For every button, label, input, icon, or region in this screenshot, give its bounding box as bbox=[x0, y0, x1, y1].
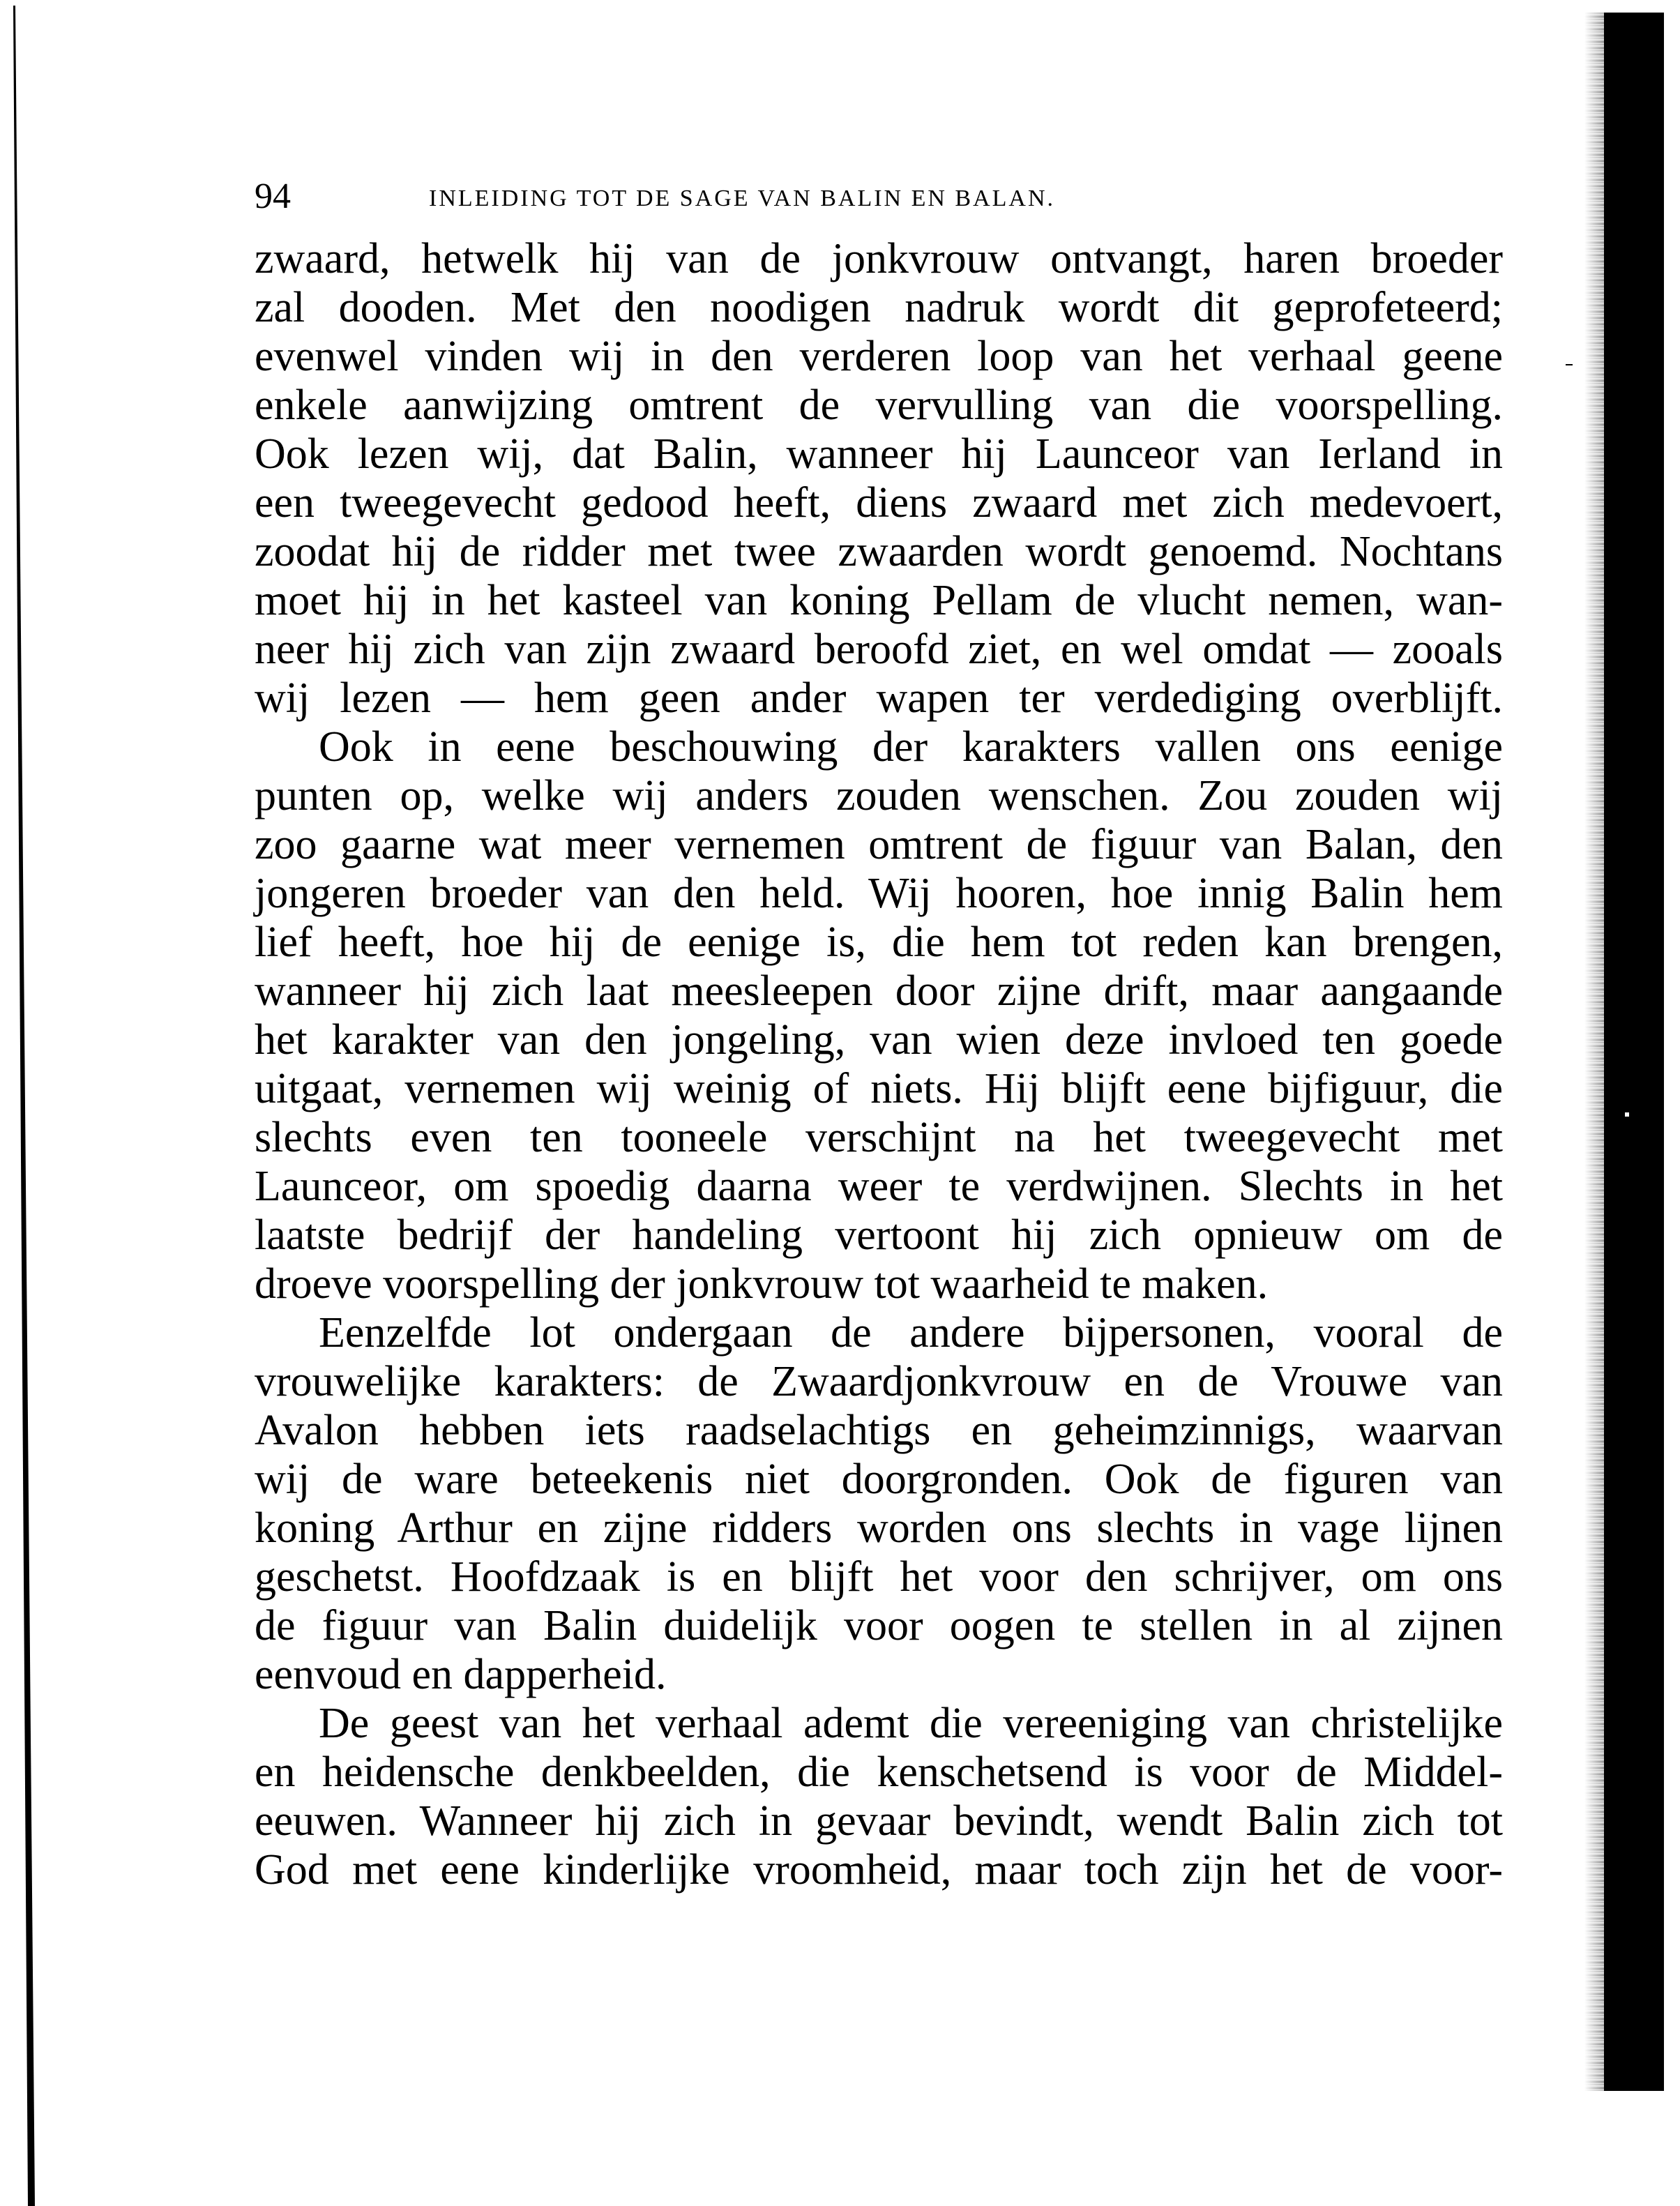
text-line: Ook in eene beschouwing der karakters vallen ons eenige bbox=[319, 723, 1503, 771]
text-line: slechts even ten tooneele verschijnt na het tweegevecht met bbox=[255, 1114, 1503, 1161]
binding-shadow-strip bbox=[1604, 13, 1664, 2091]
text-line: punten op, welke wij anders zouden wenschen. Zou zouden wij bbox=[255, 772, 1503, 819]
body-text bbox=[255, 234, 1503, 1894]
paragraph bbox=[255, 234, 1503, 723]
text-line: en heidensche denkbeelden, die kenschetsend is voor de Middel- bbox=[255, 1748, 1503, 1796]
text-line: enkele aanwijzing omtrent de vervulling van die voorspelling. bbox=[255, 381, 1503, 429]
text-line: God met eene kinderlijke vroomheid, maar toch zijn het de voor- bbox=[255, 1846, 1503, 1894]
text-line: wij lezen — hem geen ander wapen ter verdediging overblijft. bbox=[255, 674, 1503, 722]
text-line: een tweegevecht gedood heeft, diens zwaard met zich medevoert, bbox=[255, 479, 1503, 527]
text-line: De geest van het verhaal ademt die vereeniging van christelijke bbox=[319, 1700, 1503, 1747]
text-line: vrouwelijke karakters: de Zwaardjonkvrouw en de Vrouwe van bbox=[255, 1358, 1503, 1405]
text-line: Eenzelfde lot ondergaan de andere bijpersonen, vooral de bbox=[319, 1309, 1503, 1357]
text-line: geschetst. Hoofdzaak is en blijft het voor den schrijver, om ons bbox=[255, 1553, 1503, 1601]
paragraph bbox=[255, 723, 1503, 1308]
paragraph bbox=[255, 1699, 1503, 1894]
text-line: Ook lezen wij, dat Balin, wanneer hij Launceor van Ierland in bbox=[255, 430, 1503, 478]
text-line: droeve voorspelling der jonkvrouw tot waarheid te maken. bbox=[255, 1260, 1269, 1308]
text-line: zoodat hij de ridder met twee zwaarden wordt genoemd. Nochtans bbox=[255, 528, 1503, 575]
text-line: zoo gaarne wat meer vernemen omtrent de figuur van Balan, den bbox=[255, 821, 1503, 868]
text-line: moet hij in het kasteel van koning Pellam de vlucht nemen, wan- bbox=[255, 577, 1503, 624]
text-line: wanneer hij zich laat meesleepen door zijne drift, maar aangaande bbox=[255, 967, 1503, 1015]
text-line: Avalon hebben iets raadselachtigs en geheimzinnigs, waarvan bbox=[255, 1407, 1503, 1454]
text-line: jongeren broeder van den held. Wij hooren, hoe innig Balin hem bbox=[255, 870, 1503, 917]
text-line: Launceor, om spoedig daarna weer te verdwijnen. Slechts in het bbox=[255, 1163, 1503, 1210]
text-line: lief heeft, hoe hij de eenige is, die hem tot reden kan brengen, bbox=[255, 919, 1503, 966]
running-head-title: INLEIDING TOT DE SAGE VAN BALIN EN BALAN. bbox=[429, 186, 1056, 211]
stray-mark bbox=[1566, 364, 1573, 365]
text-line: uitgaat, vernemen wij weinig of niets. Hij blijft eene bijfiguur, die bbox=[255, 1065, 1503, 1112]
text-line: het karakter van den jongeling, van wien deze invloed ten goede bbox=[255, 1016, 1503, 1064]
paragraph bbox=[255, 1308, 1503, 1699]
text-line: de figuur van Balin duidelijk voor oogen te stellen in al zijnen bbox=[255, 1602, 1503, 1649]
text-line: zwaard, hetwelk hij van de jonkvrouw ontvangt, haren broeder bbox=[255, 235, 1503, 282]
text-line: zal dooden. Met den noodigen nadruk wordt dit geprofeteerd; bbox=[255, 284, 1503, 331]
text-line: eenvoud en dapperheid. bbox=[255, 1651, 667, 1698]
text-line: eeuwen. Wanneer hij zich in gevaar bevindt, wendt Balin zich tot bbox=[255, 1797, 1503, 1845]
text-line: laatste bedrijf der handeling vertoont hij zich opnieuw om de bbox=[255, 1211, 1503, 1259]
stray-mark bbox=[1625, 1112, 1629, 1117]
text-line: wij de ware beteekenis niet doorgronden. Ook de figuren van bbox=[255, 1456, 1503, 1503]
text-line: neer hij zich van zijn zwaard beroofd ziet, en wel omdat — zooals bbox=[255, 626, 1503, 673]
text-line: koning Arthur en zijne ridders worden ons slechts in vage lijnen bbox=[255, 1504, 1503, 1552]
running-head bbox=[255, 176, 1503, 218]
page-number: 94 bbox=[255, 176, 291, 216]
text-line: evenwel vinden wij in den verderen loop van het verhaal geene bbox=[255, 333, 1503, 380]
